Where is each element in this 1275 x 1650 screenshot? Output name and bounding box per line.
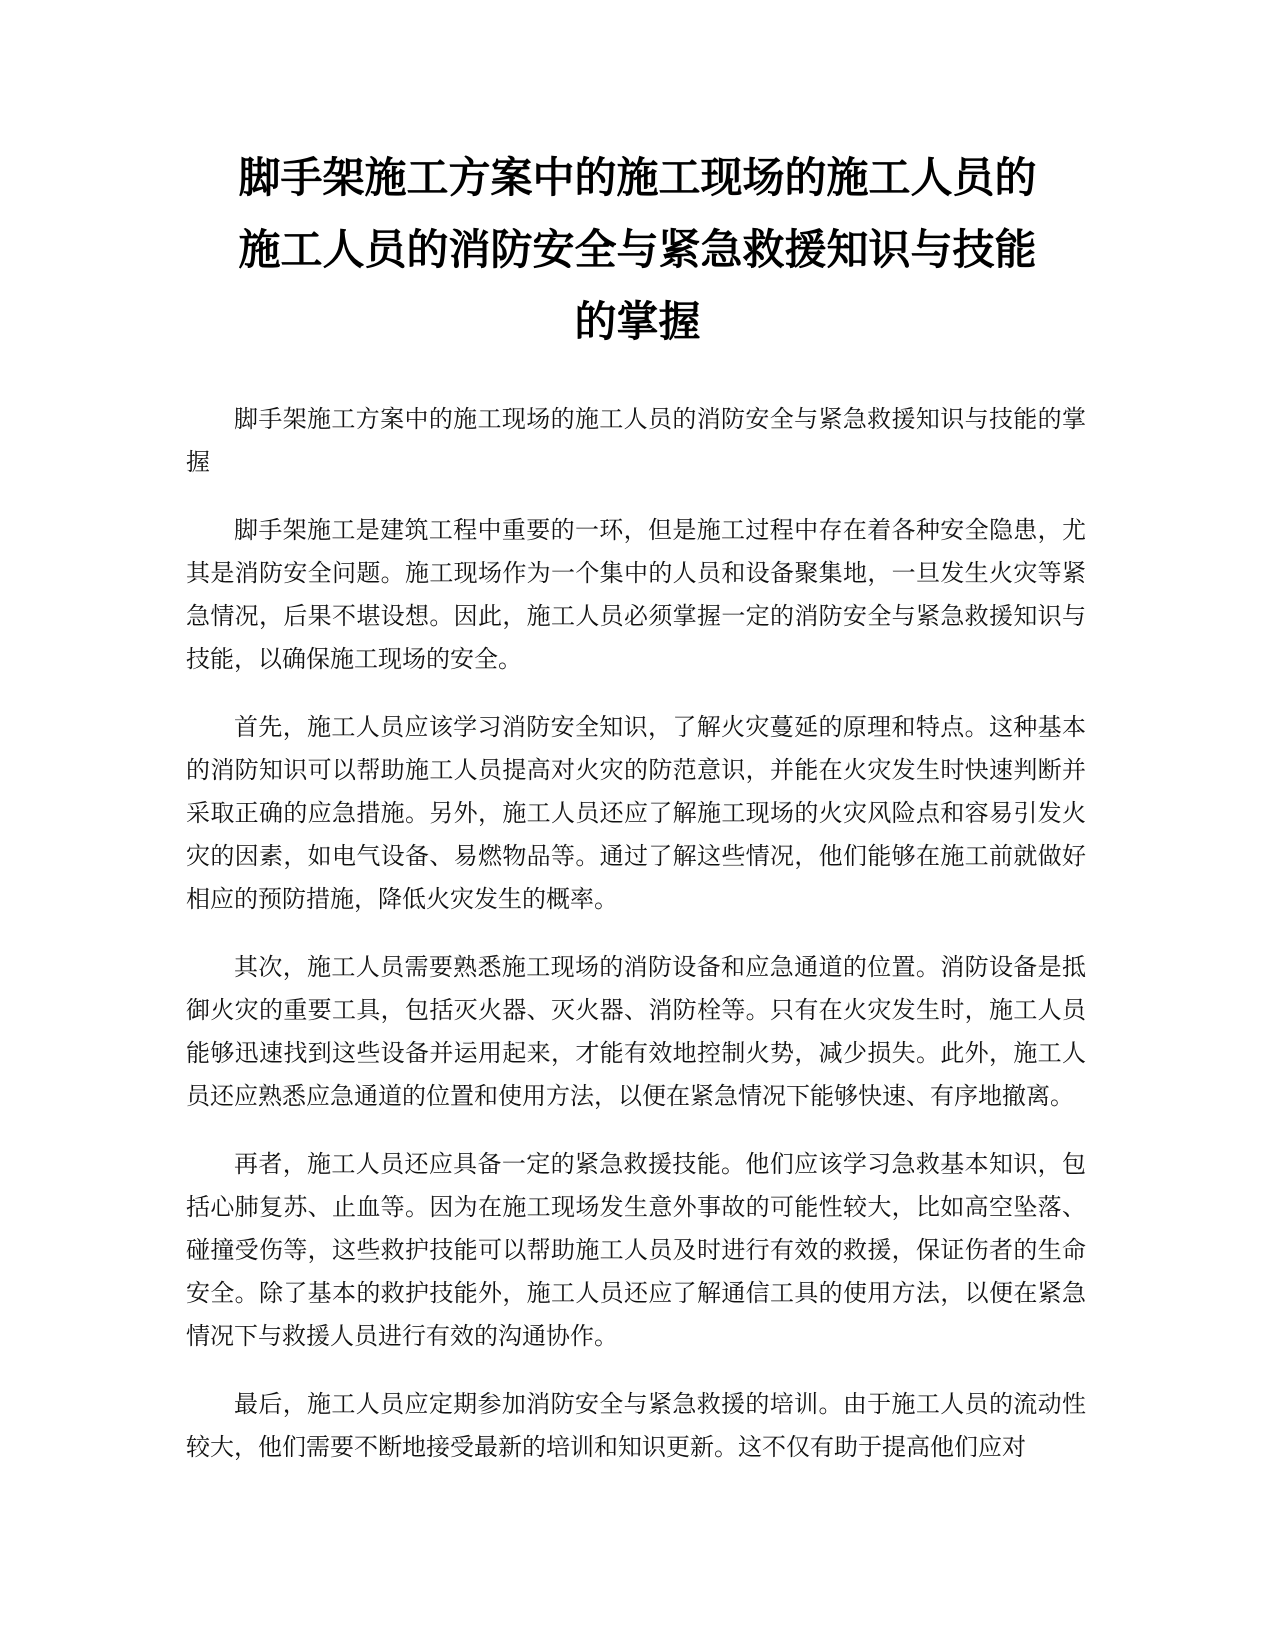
document-body bbox=[186, 398, 1086, 1494]
paragraph-1: 脚手架施工方案中的施工现场的施工人员的消防安全与紧急救援知识与技能的掌握 bbox=[186, 405, 1086, 476]
paragraph-6: 最后，施工人员应定期参加消防安全与紧急救援的培训。由于施工人员的流动性较大，他们需要不断地接受最新的培训和知识更新。这不仅有助于提高他们应对 bbox=[186, 1390, 1086, 1461]
document-title bbox=[180, 142, 1095, 358]
paragraph-3: 首先，施工人员应该学习消防安全知识，了解火灾蔓延的原理和特点。这种基本的消防知识可以帮助施工人员提高对火灾的防范意识，并能在火灾发生时快速判断并采取正确的应急措施。另外，施工人员还应了解施工现场的火灾风险点和容易引发火灾的因素，如电气设备、易燃物品等。通过了解这些情况，他们能够在施工前就做好相应的预防措施，降低火灾发生的概率。 bbox=[186, 713, 1086, 913]
paragraph-2: 脚手架施工是建筑工程中重要的一环，但是施工过程中存在着各种安全隐患，尤其是消防安全问题。施工现场作为一个集中的人员和设备聚集地，一旦发生火灾等紧急情况，后果不堪设想。因此，施工人员必须掌握一定的消防安全与紧急救援知识与技能，以确保施工现场的安全。 bbox=[186, 516, 1086, 673]
title-line-3: 的掌握 bbox=[574, 297, 701, 346]
title-line-1: 脚手架施工方案中的施工现场的施工人员的 bbox=[238, 153, 1037, 202]
title-line-2: 施工人员的消防安全与紧急救援知识与技能 bbox=[238, 225, 1037, 274]
paragraph-5: 再者，施工人员还应具备一定的紧急救援技能。他们应该学习急救基本知识，包括心肺复苏、止血等。因为在施工现场发生意外事故的可能性较大，比如高空坠落、碰撞受伤等，这些救护技能可以帮助施工人员及时进行有效的救援，保证伤者的生命安全。除了基本的救护技能外，施工人员还应了解通信工具的使用方法，以便在紧急情况下与救援人员进行有效的沟通协作。 bbox=[186, 1150, 1086, 1350]
paragraph-4: 其次，施工人员需要熟悉施工现场的消防设备和应急通道的位置。消防设备是抵御火灾的重要工具，包括灭火器、灭火器、消防栓等。只有在火灾发生时，施工人员能够迅速找到这些设备并运用起来，才能有效地控制火势，减少损失。此外，施工人员还应熟悉应急通道的位置和使用方法，以便在紧急情况下能够快速、有序地撤离。 bbox=[186, 953, 1086, 1110]
